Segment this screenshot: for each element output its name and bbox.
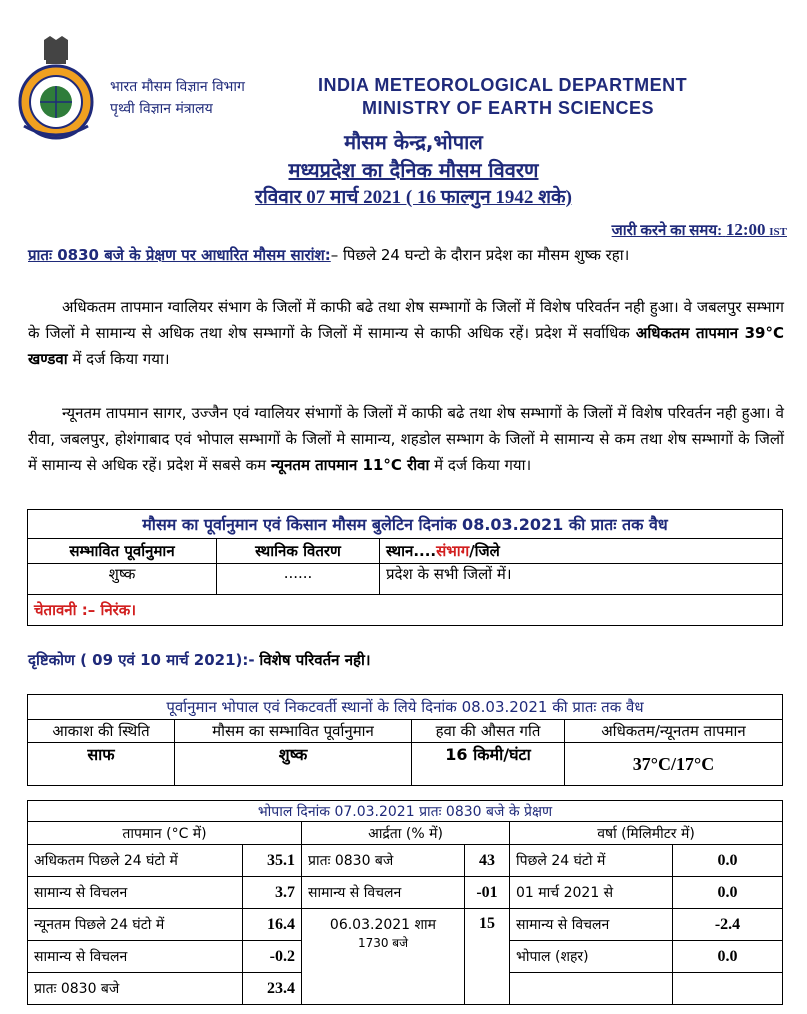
bhopal-forecast-title: पूर्वानुमान भोपाल एवं निकटवर्ती स्थानों के लिये दिनांक 08.03.2021 की प्रातः तक वैध [28, 695, 783, 720]
min-temp-paragraph [28, 400, 784, 478]
min-temp-highlight: न्यूनतम तापमान 11°C रीवा [270, 456, 430, 474]
cell-distribution: ...... [217, 564, 380, 595]
humidity-value: -01 [465, 877, 510, 909]
observation-title: भोपाल दिनांक 07.03.2021 प्रातः 0830 बजे के प्रेक्षण [28, 801, 783, 822]
max-temp-text-end: में दर्ज किया गया। [72, 350, 170, 368]
col-probable-forecast: सम्भावित पूर्वानुमान [28, 539, 217, 564]
humidity-label: सामान्य से विचलन [302, 877, 465, 909]
centre-title: मौसम केन्द्र,भोपाल [344, 130, 483, 154]
forecast-table-title: मौसम का पूर्वानुमान एवं किसान मौसम बुलेटिन दिनांक 08.03.2021 की प्रातः तक वैध [28, 510, 783, 539]
col-humidity: आर्द्रता (% में) [302, 822, 510, 845]
rain-value-empty [673, 973, 783, 1005]
issue-time [612, 220, 787, 240]
rain-value: 0.0 [673, 845, 783, 877]
col-place-c: /जिले [469, 542, 500, 560]
humidity-value: 15 [465, 909, 510, 1005]
col-temp-range: अधिकतम/न्यूनतम तापमान [565, 720, 783, 743]
col-spatial-distribution: स्थानिक वितरण [217, 539, 380, 564]
humidity-label [302, 909, 465, 1005]
temp-value: -0.2 [243, 941, 302, 973]
rain-value: -2.4 [673, 909, 783, 941]
rain-label: पिछले 24 घंटो में [510, 845, 673, 877]
english-org-line2: MINISTRY OF EARTH SCIENCES [362, 98, 655, 118]
rain-value: 0.0 [673, 877, 783, 909]
col-sky: आकाश की स्थिति [28, 720, 175, 743]
min-temp-text-end: में दर्ज किया गया। [434, 456, 532, 474]
report-date: रविवार 07 मार्च 2021 ( 16 फाल्गुन 1942 शके) [255, 187, 572, 208]
col-place-a: स्थान.... [386, 542, 437, 560]
hindi-org-line1: भारत मौसम विज्ञान विभाग [110, 79, 245, 95]
imd-emblem-icon [16, 34, 96, 142]
summary-intro [28, 242, 784, 268]
rain-label: 01 मार्च 2021 से [510, 877, 673, 909]
report-title: मध्यप्रदेश का दैनिक मौसम विवरण [288, 158, 539, 182]
english-org-line1: INDIA METEOROLOGICAL DEPARTMENT [318, 75, 688, 95]
humidity-label: प्रातः 0830 बजे [302, 845, 465, 877]
temp-label: अधिकतम पिछले 24 घंटो में [28, 845, 243, 877]
max-temp-text: अधिकतम तापमान ग्वालियर संभाग के जिलों में काफी बढे तथा शेष सम्भागों के जिलों में विशेष परिवर्तन नही हुआ। वे जबलपुर सम्भाग के जिलों मे सामान्य से अधिक तथा शेष सम्भागों के जिलों में सामान्य से काफी अधिक रहें। प्रदेश में सर्वाधिक [28, 298, 784, 342]
col-weather-forecast: मौसम का सम्भावित पूर्वानुमान [175, 720, 412, 743]
temp-value: 23.4 [243, 973, 302, 1005]
issue-time-value: 12:00 [725, 220, 766, 239]
temp-label: सामान्य से विचलन [28, 941, 243, 973]
cell-sky: साफ [28, 743, 175, 786]
cell-place: प्रदेश के सभी जिलों में। [380, 564, 783, 595]
warning-cell: चेतावनी :– निरंक। [28, 595, 783, 626]
temp-value: 3.7 [243, 877, 302, 909]
col-place-b: संभाग [436, 542, 470, 560]
outlook-label: दृष्टिकोण ( 09 एवं 10 मार्च 2021):- [28, 651, 255, 669]
temp-label: प्रातः 0830 बजे [28, 973, 243, 1005]
max-temp-highlight: अधिकतम तापमान 39°C खण्डवा [28, 324, 784, 368]
english-org-name [318, 74, 687, 120]
cell-weather: शुष्क [175, 743, 412, 786]
report-titles [0, 128, 807, 212]
observation-table [27, 800, 783, 1005]
rain-label-empty [510, 973, 673, 1005]
summary-heading: प्रातः 0830 बजे के प्रेक्षण पर आधारित मौसम सारांश: [28, 246, 331, 264]
rain-label: सामान्य से विचलन [510, 909, 673, 941]
bhopal-forecast-table [27, 694, 783, 786]
col-rainfall: वर्षा (मिलिमीटर में) [510, 822, 783, 845]
cell-temp-range: 37°C/17°C [565, 743, 783, 786]
hindi-org-name [110, 76, 245, 120]
forecast-table [27, 509, 783, 626]
issue-label: जारी करने का समय: [611, 223, 723, 239]
max-temp-paragraph [28, 294, 784, 372]
humidity-label-time: 1730 बजे [357, 936, 409, 950]
summary-intro-text: – पिछले 24 घन्टो के दौरान प्रदेश का मौसम शुष्क रहा। [330, 246, 630, 264]
temp-label: न्यूनतम पिछले 24 घंटो में [28, 909, 243, 941]
cell-wind: 16 किमी/घंटा [412, 743, 565, 786]
humidity-label-date: 06.03.2021 शाम [329, 917, 437, 933]
temp-value: 35.1 [243, 845, 302, 877]
rain-value: 0.0 [673, 941, 783, 973]
cell-forecast: शुष्क [28, 564, 217, 595]
temp-value: 16.4 [243, 909, 302, 941]
col-temperature: तापमान (°C में) [28, 822, 302, 845]
col-wind: हवा की औसत गति [412, 720, 565, 743]
temp-label: सामान्य से विचलन [28, 877, 243, 909]
outlook-value: विशेष परिवर्तन नही। [259, 651, 371, 669]
col-place [380, 539, 783, 564]
issue-zone: IST [769, 226, 787, 238]
hindi-org-line2: पृथ्वी विज्ञान मंत्रालय [110, 101, 213, 117]
humidity-value: 43 [465, 845, 510, 877]
min-temp-text: न्यूनतम तापमान सागर, उज्जैन एवं ग्वालियर संभागों के जिलों में काफी बढे तथा शेष सम्भागों के जिलों में विशेष परिवर्तन नही हुआ। वे रीवा, जबलपुर, होशंगाबाद एवं भोपाल सम्भागों के जिलों मे सामान्य, शहडोल सम्भाग के जिलों मे सामान्य से कम तथा शेष सम्भागों के जिलों में सामान्य से अधिक रहें। प्रदेश में सबसे कम [28, 404, 784, 474]
rain-label: भोपाल (शहर) [510, 941, 673, 973]
outlook [28, 650, 371, 670]
